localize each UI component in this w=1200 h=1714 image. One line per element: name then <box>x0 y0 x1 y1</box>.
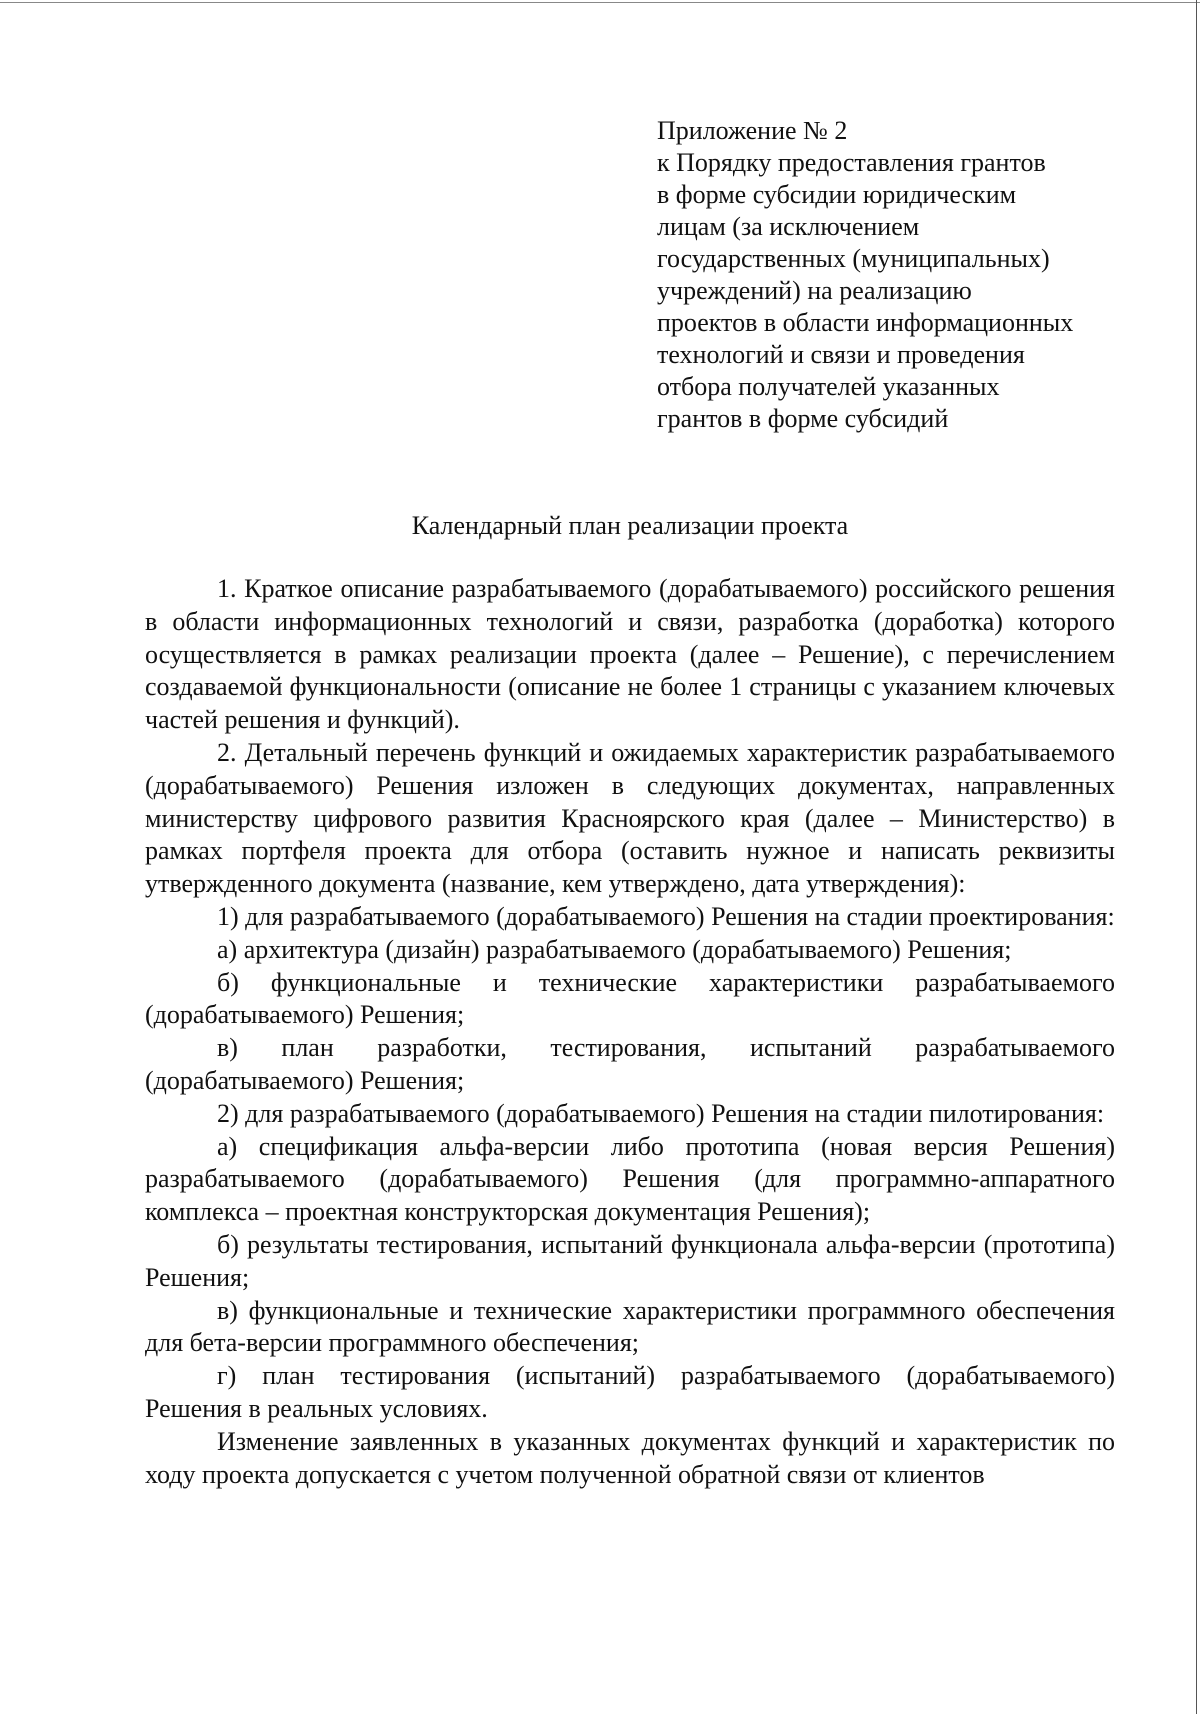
paragraph-design-b: б) функциональные и технические характеристики разрабатываемого (дорабатываемого) Решения; <box>145 967 1115 1030</box>
paragraph-design-stage: 1) для разрабатываемого (дорабатываемого) Решения на стадии проектирования: <box>217 901 1115 931</box>
scan-top-edge <box>0 2 1200 3</box>
paragraph-pilot-d: г) план тестирования (испытаний) разрабатываемого (дорабатываемого) Решения в реальных условиях. <box>145 1361 1115 1423</box>
appendix-line: в форме субсидии юридическим <box>657 180 1017 209</box>
paragraph-design-c: в) план разработки, тестирования, испытаний разрабатываемого (дорабатываемого) Решения; <box>145 1033 1115 1095</box>
appendix-line: технологий и связи и проведения <box>657 340 1025 369</box>
paragraph-item-1: 1. Краткое описание разрабатываемого (дорабатываемого) российского решения в области информационных технологий и связи, разработка (доработка) которого осуществляется в рамках реализации проекта (далее – Решение), с перечислением создаваемой функциональности (описание не более 1 страницы с указанием ключевых частей решения и функций). <box>145 574 1115 735</box>
appendix-line: отбора получателей указанных <box>657 372 1000 401</box>
document-title: Календарный план реализации проекта <box>411 511 849 540</box>
appendix-line: лицам (за исключением <box>657 212 920 241</box>
appendix-line: грантов в форме субсидий <box>657 404 949 433</box>
document-body <box>145 573 1115 1491</box>
appendix-line: проектов в области информационных <box>657 308 1074 337</box>
paragraph-pilot-stage: 2) для разрабатываемого (дорабатываемого) Решения на стадии пилотирования: <box>217 1098 1105 1128</box>
paragraph-pilot-c: в) функциональные и технические характеристики программного обеспечения для бета-версии программного обеспечения; <box>145 1295 1115 1358</box>
paragraph-changes: Изменение заявленных в указанных документах функций и характеристик по ходу проекта допускается с учетом полученной обратной связи от клиентов <box>145 1426 1115 1489</box>
appendix-line: государственных (муниципальных) <box>657 244 1050 273</box>
paragraph-design-a: а) архитектура (дизайн) разрабатываемого (дорабатываемого) Решения; <box>217 934 1012 964</box>
appendix-header <box>657 115 1147 435</box>
scan-right-edge <box>1196 0 1197 1714</box>
appendix-line: к Порядку предоставления грантов <box>657 148 1046 177</box>
appendix-line: Приложение № 2 <box>657 116 848 145</box>
paragraph-pilot-a: а) спецификация альфа-версии либо прототипа (новая версия Решения) разрабатываемого (дорабатываемого) Решения (для программно-аппаратного комплекса – проектная конструкторская документация Решения); <box>145 1131 1115 1227</box>
paragraph-item-2: 2. Детальный перечень функций и ожидаемых характеристик разрабатываемого (дорабатываемого) Решения изложен в следующих документах, направленных министерству цифрового развития Красноярского края (далее – Министерство) в рамках портфеля проекта для отбора (оставить нужное и написать реквизиты утвержденного документа (название, кем утверждено, дата утверждения): <box>145 737 1115 899</box>
appendix-line: учреждений) на реализацию <box>657 276 972 305</box>
paragraph-pilot-b: б) результаты тестирования, испытаний функционала альфа-версии (прототипа) Решения; <box>145 1229 1115 1292</box>
